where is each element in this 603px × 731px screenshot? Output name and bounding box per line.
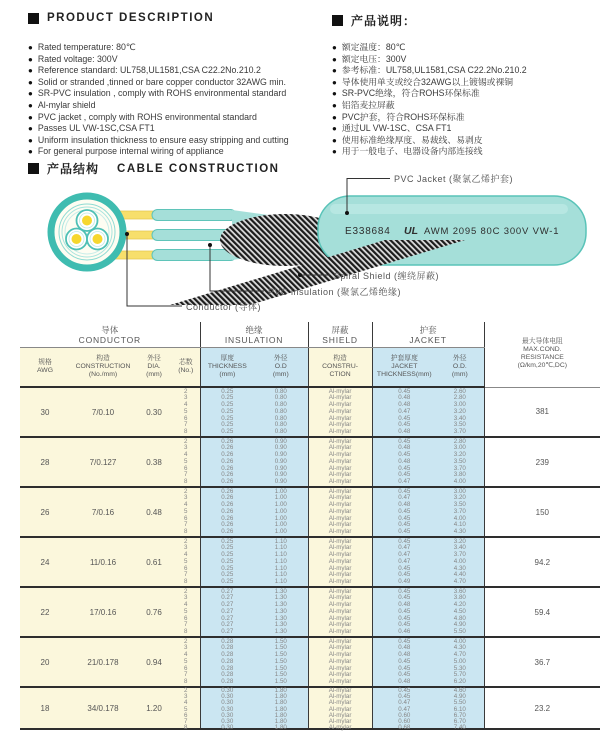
cell-cores: 2 3 4 5 6 7 8 (172, 537, 200, 587)
bullet-icon: ● (28, 112, 33, 122)
bullet-text: 额定温度：80℃ (341, 42, 406, 52)
bullet-item (332, 42, 527, 54)
label-spiral-shield: Spiral Shield (缠绕屏蔽) (334, 271, 440, 281)
bullet-item (28, 54, 289, 66)
bullet-icon: ● (28, 43, 33, 52)
bullet-text: SR-PVC insulation , comply with ROHS environmental standard (37, 88, 287, 99)
bullet-item (332, 88, 527, 100)
construction-title-cn: 产品结构 (47, 162, 100, 176)
bullet-icon: ● (28, 54, 33, 64)
cell-dia: 1.20 (136, 687, 172, 729)
bullet-item (28, 77, 289, 89)
cell-ins-thickness: 0.26 0.26 0.26 0.26 0.26 0.26 0.26 (200, 437, 254, 487)
bullet-item (28, 100, 289, 112)
cell-jacket-thickness: 0.45 0.45 0.47 0.47 0.60 0.60 0.68 (372, 687, 436, 729)
cell-jacket-thickness: 0.45 0.47 0.47 0.47 0.45 0.45 0.49 (372, 537, 436, 587)
jacket-print-rating: AWM 2095 80C 300V VW-1 (424, 226, 560, 237)
bullet-text: 导体使用单支或绞合32AWG以上镀锡或裸铜 (341, 76, 514, 87)
cell-construction: 11/0.16 (70, 537, 136, 587)
awg-20-row (20, 637, 600, 687)
cell-ins-od: 0.90 0.90 0.90 0.90 0.90 0.90 0.90 (254, 437, 308, 487)
column-header-dia: 外径 DIA. (mm) (136, 348, 172, 388)
bullet-text: Rated voltage: 300V (37, 53, 118, 64)
cell-cores: 2 3 4 5 6 7 8 (172, 637, 200, 687)
cell-shield: Al-mylar Al-mylar Al-mylar Al-mylar Al-mylar Al-mylar Al-mylar (308, 437, 372, 487)
cell-resistance: 381 (484, 387, 600, 437)
bullet-item (332, 123, 527, 135)
bullet-icon: ● (332, 43, 337, 52)
bullet-icon: ● (28, 100, 33, 110)
cell-construction: 17/0.16 (70, 587, 136, 637)
cell-dia: 0.61 (136, 537, 172, 587)
bullet-text: Solid or stranded ,tinned or bare copper conductor 32AWG min. (37, 76, 286, 87)
bullet-item (28, 42, 289, 54)
cell-resistance: 239 (484, 437, 600, 487)
cell-shield: Al-mylar Al-mylar Al-mylar Al-mylar Al-mylar Al-mylar Al-mylar (308, 387, 372, 437)
product-description-list (28, 42, 289, 158)
cell-jacket-od: 2.60 2.80 3.00 3.20 3.40 3.50 3.70 (436, 387, 484, 437)
bullet-icon: ● (28, 147, 33, 157)
bullet-text: PVC护套，符合ROHS环保标准 (341, 111, 465, 122)
bullet-icon: ● (332, 89, 337, 99)
cell-construction: 7/0.16 (70, 487, 136, 537)
group-header-insulation: 绝缘 INSULATION (200, 322, 308, 348)
bullet-item (332, 135, 527, 147)
awg-28-row (20, 437, 600, 487)
bullet-item (332, 77, 527, 89)
core-bottom-left (66, 229, 87, 250)
bullet-item (332, 146, 527, 158)
cell-resistance: 36.7 (484, 637, 600, 687)
product-description-title (28, 12, 328, 24)
column-header-shield-construction: 构造 CONSTRU- CTION (308, 348, 372, 388)
cell-shield: Al-mylar Al-mylar Al-mylar Al-mylar Al-mylar Al-mylar Al-mylar (308, 537, 372, 587)
bullet-text: For general purpose internal wiring of appliance (37, 146, 224, 157)
cell-awg: 22 (20, 587, 70, 637)
cell-dia: 0.48 (136, 487, 172, 537)
cell-awg: 28 (20, 437, 70, 487)
cell-ins-thickness: 0.26 0.26 0.26 0.26 0.26 0.26 0.26 (200, 487, 254, 537)
cell-jacket-od: 3.20 3.40 3.70 4.00 4.30 4.40 4.70 (436, 537, 484, 587)
cell-awg: 20 (20, 637, 70, 687)
label-conductor: Conductor (导体) (186, 302, 262, 312)
cell-shield: Al-mylar Al-mylar Al-mylar Al-mylar Al-mylar Al-mylar Al-mylar (308, 637, 372, 687)
bullet-text: Rated temperature: 80℃ (37, 42, 136, 52)
cell-jacket-thickness: 0.45 0.47 0.48 0.45 0.45 0.45 0.45 (372, 487, 436, 537)
bullet-text: 用于一般电子、电器设备内部连接线 (341, 146, 483, 157)
spec-table (20, 322, 600, 730)
cell-awg: 18 (20, 687, 70, 729)
bullet-text: Uniform insulation thickness to ensure easy stripping and cutting (37, 134, 289, 145)
awg-30-row (20, 387, 600, 437)
cell-resistance: 150 (484, 487, 600, 537)
cell-cores: 2 3 4 5 6 7 8 (172, 437, 200, 487)
cell-construction: 7/0.10 (70, 387, 136, 437)
bullet-item (332, 54, 527, 66)
spec-table-wrap (20, 322, 600, 730)
bullet-text: PVC jacket , comply with ROHS environmental standard (37, 111, 257, 122)
cell-dia: 0.76 (136, 587, 172, 637)
awg-22-row (20, 587, 600, 637)
awg-18-row (20, 687, 600, 729)
bullet-icon: ● (332, 77, 337, 87)
cell-jacket-od: 4.00 4.30 4.70 5.00 5.30 5.70 6.20 (436, 637, 484, 687)
cell-ins-od: 1.30 1.30 1.30 1.30 1.30 1.30 1.30 (254, 587, 308, 637)
bullet-item (28, 123, 289, 135)
column-header-cores: 芯数 (No.) (172, 348, 200, 388)
bullet-text: SR-PVC绝缘，符合ROHS环保标准 (341, 88, 480, 99)
bullet-icon: ● (28, 89, 33, 99)
product-notes-title-text: 产品说明： (351, 14, 417, 28)
cell-jacket-od: 3.60 3.80 4.20 4.50 4.80 4.90 5.50 (436, 587, 484, 637)
cell-dia: 0.38 (136, 437, 172, 487)
bullet-icon: ● (332, 54, 337, 64)
awg-24-row (20, 537, 600, 587)
cell-ins-od: 1.10 1.10 1.10 1.10 1.10 1.10 1.10 (254, 537, 308, 587)
cell-construction: 7/0.127 (70, 437, 136, 487)
cell-resistance: 59.4 (484, 587, 600, 637)
bullet-icon: ● (332, 112, 337, 122)
column-header-construction: 构造 CONSTRUCTION (No./mm) (70, 348, 136, 388)
bullet-item (28, 135, 289, 147)
cell-ins-thickness: 0.28 0.28 0.28 0.28 0.28 0.28 0.28 (200, 637, 254, 687)
column-header-awg: 规格 AWG (20, 348, 70, 388)
core-bottom-right (87, 229, 108, 250)
bullet-text: Reference standard: UL758,UL1581,CSA C22.2No.210.2 (37, 65, 261, 76)
cable-cross-section (51, 196, 123, 268)
bullet-item (332, 100, 527, 112)
black-square-icon (332, 15, 343, 26)
bullet-item (28, 88, 289, 100)
cell-jacket-od: 4.60 4.90 5.50 6.10 6.70 6.70 7.40 (436, 687, 484, 729)
cell-dia: 0.30 (136, 387, 172, 437)
label-pvc-insulation: PVC insulation (聚氯乙烯绝缘) (268, 287, 402, 297)
group-header-shield: 屏蔽 SHIELD (308, 322, 372, 348)
cell-resistance: 23.2 (484, 687, 600, 729)
bullet-text: Passes UL VW-1SC,CSA FT1 (37, 123, 155, 134)
cell-ins-thickness: 0.25 0.25 0.25 0.25 0.25 0.25 0.25 (200, 537, 254, 587)
cell-ins-thickness: 0.25 0.25 0.25 0.25 0.25 0.25 0.25 (200, 387, 254, 437)
core-top (77, 210, 98, 231)
cell-jacket-od: 2.80 3.00 3.20 3.50 3.70 3.80 4.00 (436, 437, 484, 487)
bullet-icon: ● (28, 124, 33, 134)
bullet-text: 参考标准：UL758,UL1581,CSA C22.2No.210.2 (341, 65, 527, 76)
black-square-icon (28, 13, 39, 24)
bullet-item (332, 112, 527, 124)
product-description-section (28, 12, 328, 157)
bullet-text: 铝箔麦拉屏蔽 (341, 99, 395, 110)
cell-cores: 2 3 4 5 6 7 8 (172, 587, 200, 637)
cell-awg: 30 (20, 387, 70, 437)
cell-ins-thickness: 0.27 0.27 0.27 0.27 0.27 0.27 0.27 (200, 587, 254, 637)
cell-cores: 2 3 4 5 6 7 8 (172, 487, 200, 537)
cell-construction: 34/0.178 (70, 687, 136, 729)
jacket-print-e-number: E338684 (345, 226, 391, 237)
cell-jacket-thickness: 0.45 0.48 0.48 0.47 0.45 0.45 0.48 (372, 387, 436, 437)
label-pvc-jacket: PVC Jacket (聚氯乙烯护套) (394, 174, 514, 184)
bullet-text: Al-mylar shield (37, 99, 96, 110)
column-header-jacket-thickness: 护套厚度 JACKET THICKNESS(mm) (372, 348, 436, 388)
cell-awg: 26 (20, 487, 70, 537)
cell-awg: 24 (20, 537, 70, 587)
construction-title-en: CABLE CONSTRUCTION (117, 162, 280, 175)
product-notes-title (332, 12, 597, 29)
bullet-item (332, 65, 527, 77)
cell-ins-thickness: 0.30 0.30 0.30 0.30 0.30 0.30 0.30 (200, 687, 254, 729)
bullet-icon: ● (332, 135, 337, 145)
cell-ins-od: 1.80 1.80 1.80 1.80 1.80 1.80 1.80 (254, 687, 308, 729)
product-notes-section (332, 12, 597, 157)
bullet-icon: ● (332, 66, 337, 76)
column-header-ins-od: 外径 O.D (mm) (254, 348, 308, 388)
cell-shield: Al-mylar Al-mylar Al-mylar Al-mylar Al-mylar Al-mylar Al-mylar (308, 587, 372, 637)
group-header-conductor: 导体 CONDUCTOR (20, 322, 200, 348)
bullet-item (28, 65, 289, 77)
cell-resistance: 94.2 (484, 537, 600, 587)
awg-26-row (20, 487, 600, 537)
cell-dia: 0.94 (136, 637, 172, 687)
cell-cores: 2 3 4 5 6 7 8 (172, 387, 200, 437)
bullet-text: 使用标准绝缘厚度、易裁线、易剥皮 (341, 134, 483, 145)
cell-ins-od: 1.00 1.00 1.00 1.00 1.00 1.00 1.00 (254, 487, 308, 537)
cell-ins-od: 1.50 1.50 1.50 1.50 1.50 1.50 1.50 (254, 637, 308, 687)
column-header-resistance: 最大导体电阻 MAX.COND. RESISTANCE (Ω/km,20℃,DC) (484, 322, 600, 387)
product-notes-list (332, 42, 527, 158)
cell-cores: 2 3 4 5 6 7 8 (172, 687, 200, 729)
bullet-icon: ● (332, 124, 337, 134)
cell-jacket-thickness: 0.45 0.48 0.45 0.48 0.45 0.45 0.47 (372, 437, 436, 487)
cell-jacket-thickness: 0.45 0.48 0.48 0.45 0.45 0.45 0.48 (372, 637, 436, 687)
ul-mark-icon: UL (404, 225, 418, 237)
bullet-icon: ● (28, 77, 33, 87)
jacket-print (345, 225, 559, 237)
cell-shield: Al-mylar Al-mylar Al-mylar Al-mylar Al-mylar Al-mylar Al-mylar (308, 487, 372, 537)
column-header-ins-thickness: 厚度 THICKNESS (mm) (200, 348, 254, 388)
bullet-text: 通过UL VW-1SC、CSA FT1 (341, 123, 452, 134)
group-header-jacket: 护套 JACKET (372, 322, 484, 348)
bullet-icon: ● (332, 147, 337, 157)
bullet-icon: ● (28, 66, 33, 76)
bullet-item (28, 112, 289, 124)
bullet-icon: ● (28, 135, 33, 145)
cell-jacket-thickness: 0.45 0.45 0.48 0.45 0.45 0.45 0.46 (372, 587, 436, 637)
column-header-jacket-od: 外径 O.D. (mm) (436, 348, 484, 388)
cell-ins-od: 0.80 0.80 0.80 0.80 0.80 0.80 0.80 (254, 387, 308, 437)
bullet-text: 额定电压：300V (341, 53, 407, 64)
bullet-icon: ● (332, 100, 337, 110)
cell-jacket-od: 3.00 3.20 3.50 3.70 4.00 4.10 4.30 (436, 487, 484, 537)
cell-shield: Al-mylar Al-mylar Al-mylar Al-mylar Al-mylar Al-mylar Al-mylar (308, 687, 372, 729)
product-description-title-text: PRODUCT DESCRIPTION (47, 12, 215, 24)
bullet-item (28, 146, 289, 158)
cell-construction: 21/0.178 (70, 637, 136, 687)
